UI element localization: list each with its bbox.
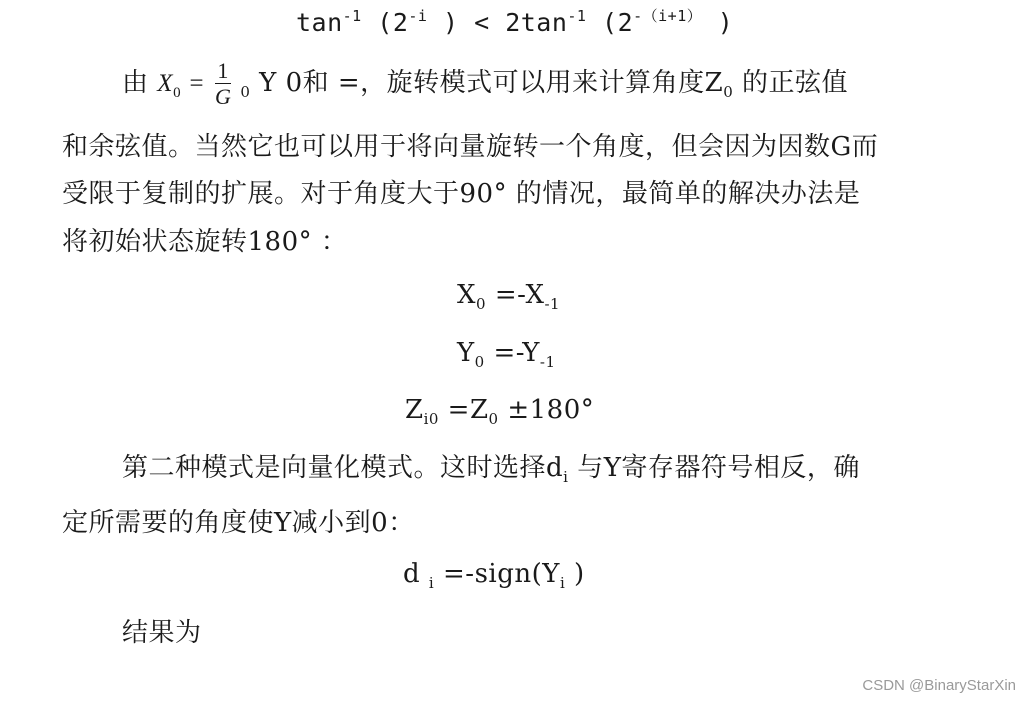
eq3-lhs-sub: i0 [423, 410, 439, 428]
eq3-rhs: ±180° [498, 395, 595, 425]
eq3-mid: =Z [438, 395, 489, 425]
equation-y0 [457, 336, 556, 370]
eq4-mid: =-sign(Y [434, 559, 560, 589]
para2-line-2: 定所需要的角度使Y减小到0： [62, 508, 415, 538]
result-label: 结果为 [122, 618, 202, 648]
eq2-lhs: Y [457, 338, 475, 368]
exponent-2: -（i+1） [633, 7, 703, 25]
tan-inverse-sup-2: -1 [567, 7, 587, 25]
formula-tan-inequality [296, 6, 733, 40]
equals-sign: = [181, 70, 212, 97]
para1-line-3: 受限于复制的扩展。对于角度大于90° 的情况，最简单的解决办法是 [62, 179, 861, 209]
para2-line1-pre: 第二种模式是向量化模式。这时选择d [122, 453, 564, 483]
fraction-sub: 0 [240, 83, 251, 101]
eq1-rhs-sub: -1 [544, 295, 561, 313]
para2-line-1 [122, 451, 860, 485]
eq3-lhs: Z [405, 395, 424, 425]
eq1-lhs: X [457, 280, 477, 310]
eq4-d-sub: i [428, 574, 435, 592]
tan-inverse-sup: -1 [342, 7, 362, 25]
var-x: X [157, 70, 174, 97]
eq2-lhs-sub: 0 [474, 353, 485, 371]
eq1-lhs-sub: 0 [476, 295, 487, 313]
equation-x0 [457, 278, 560, 312]
eq3-mid-sub: 0 [488, 410, 499, 428]
eq2-rhs: =-Y [484, 338, 540, 368]
paren-open-1: (2 [361, 8, 409, 37]
eq4-close: ) [565, 559, 585, 589]
inequality-middle: ) < 2tan [427, 8, 568, 37]
para1-first-line [122, 58, 848, 110]
para1-line-4: 将初始状态旋转180° ： [62, 227, 348, 257]
exponent-1: -i [408, 7, 428, 25]
var-x-sub: 0 [173, 85, 182, 101]
eq2-rhs-sub: -1 [539, 353, 556, 371]
paren-close: ) [702, 8, 734, 37]
para2-line1-sub: i [563, 468, 569, 486]
para2-line1-post: 与Y寄存器符号相反，确 [568, 453, 860, 483]
z-sub: 0 [723, 83, 734, 101]
para1-tail: 的正弦值 [733, 68, 849, 98]
char-you: 由 [122, 68, 149, 98]
fraction-numerator: 1 [215, 59, 231, 84]
equation-di-sign [403, 557, 585, 591]
paren-open-2: (2 [586, 8, 634, 37]
para1-rest: Y 0和 =，旋转模式可以用来计算角度Z [250, 68, 724, 98]
eq1-rhs: =-X [486, 280, 545, 310]
eq4-d: d [403, 559, 429, 589]
fraction-1-over-g [215, 59, 231, 110]
equation-zi0 [405, 393, 594, 427]
fraction-denominator: G [214, 83, 232, 109]
tan-text: tan [296, 8, 343, 37]
csdn-watermark: CSDN @BinaryStarXin [862, 677, 1016, 694]
eq4-y-sub: i [559, 574, 566, 592]
para1-line-2: 和余弦值。当然它也可以用于将向量旋转一个角度，但会因为因数G而 [62, 132, 879, 162]
